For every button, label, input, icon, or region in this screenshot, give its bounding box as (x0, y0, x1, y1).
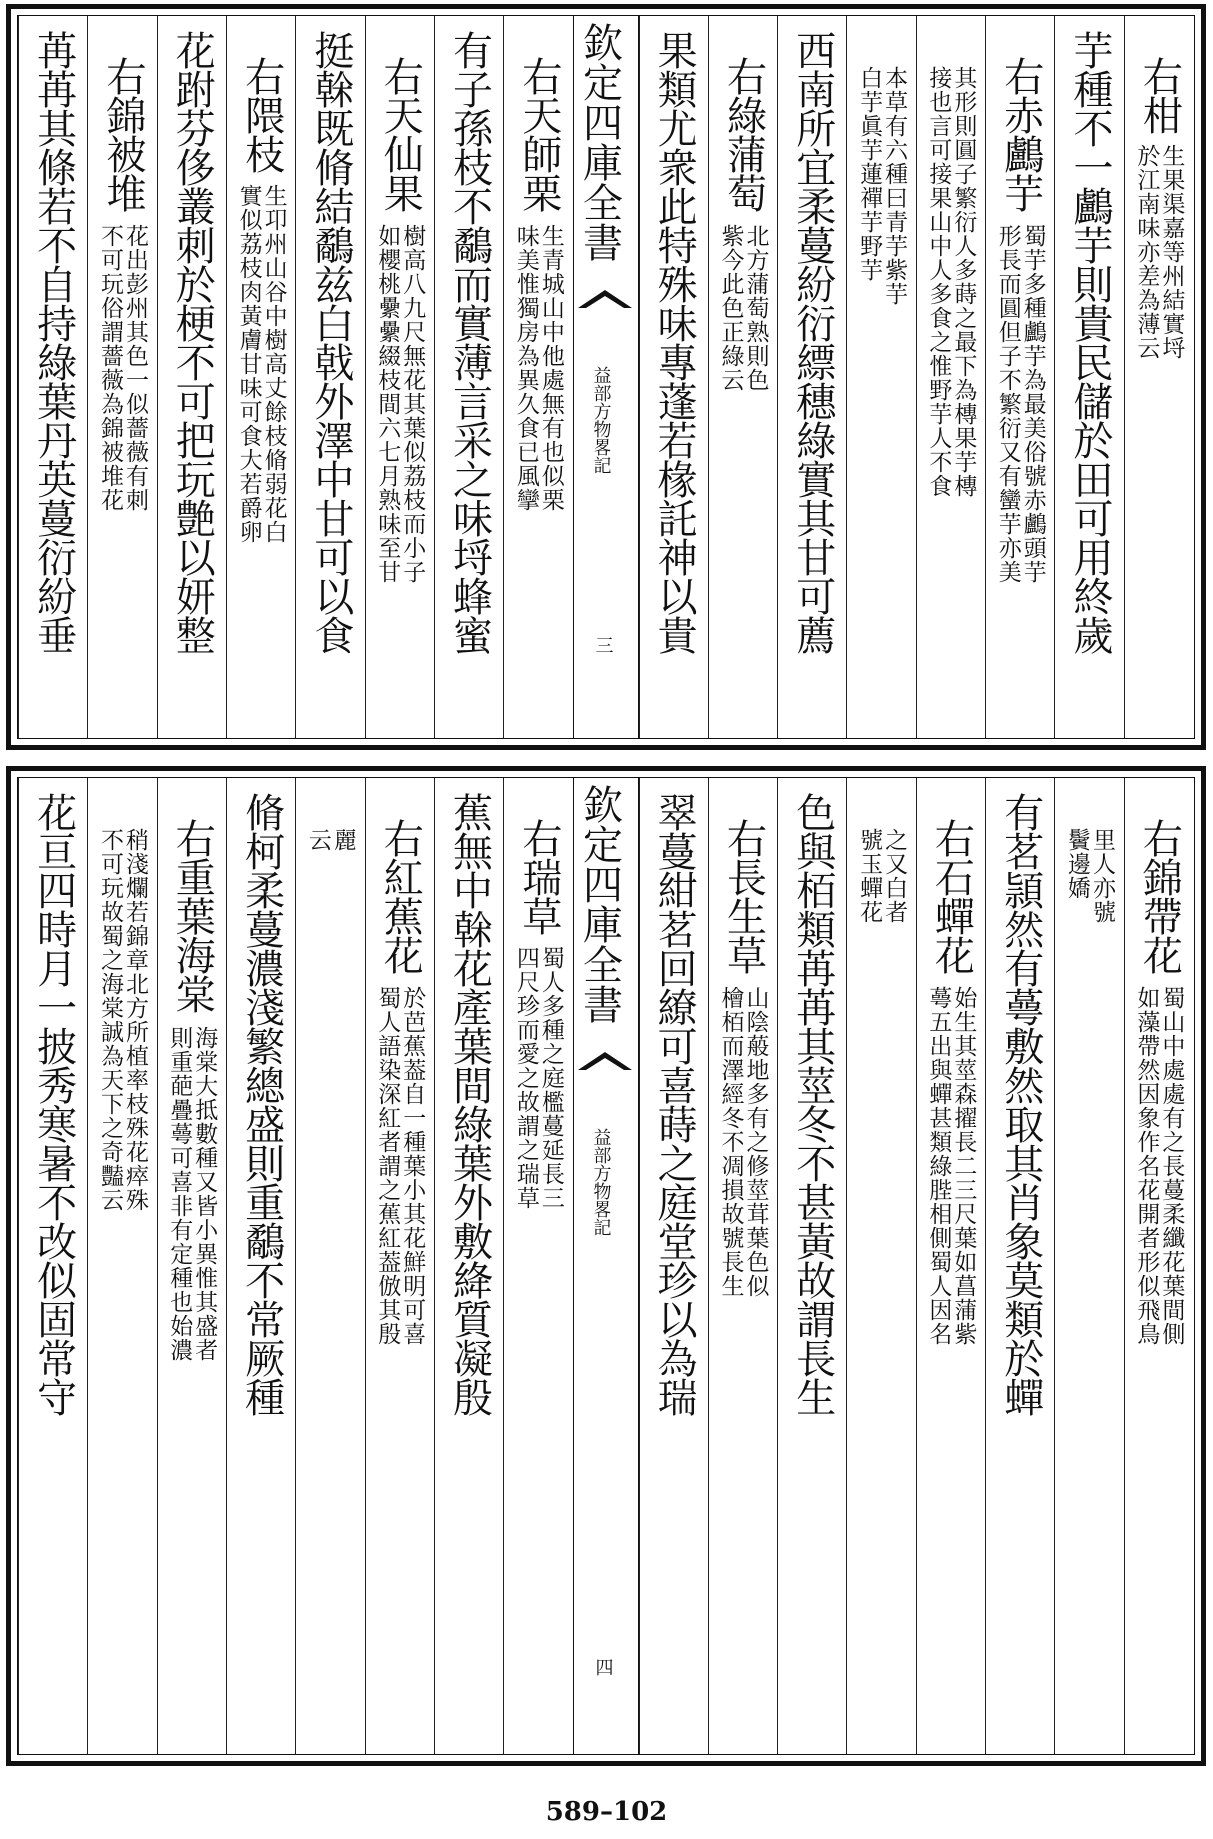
annotation-text: 則重葩疊蕚可喜非有定種也始濃 (166, 1026, 193, 1362)
text-column (846, 778, 915, 1754)
annotation-text: 不可玩俗謂薔薇為錦被堆花 (96, 224, 123, 512)
banner-section-title: 益部方物畧記 (590, 1128, 612, 1236)
annotation-text: 不可玩故蜀之海棠誠為天下之奇豔云 (96, 828, 123, 1212)
main-text: 右錦被堆 (99, 56, 146, 212)
text-column (1124, 16, 1193, 738)
text-column (639, 778, 708, 1754)
main-text: 果類尤衆此特殊味專蓬若椽託神以貴 (651, 30, 698, 654)
annotation-text: 樹高八九尺無花其葉似荔枝而小子 (399, 224, 426, 584)
text-column (157, 778, 226, 1754)
main-text: 脩柯柔蔓濃淺繁總盛則重鷸不常厥種 (238, 792, 285, 1416)
annotation-text: 生青城山中他處無有也似栗 (537, 224, 564, 512)
text-column (18, 16, 87, 738)
annotation-text: 號玉蟬花 (856, 828, 883, 924)
annotation-text: 接也言可接果山中人多食之惟野芋人不食 (925, 66, 952, 498)
main-text: 花亘四時月一披秀寒暑不改似固常守 (30, 792, 77, 1416)
text-column (226, 16, 295, 738)
main-text: 芋種不一鸕芋則貴民儲於田可用終歲 (1067, 30, 1114, 654)
text-column (87, 16, 156, 738)
banner-title: 欽定四庫全書 (576, 784, 623, 1024)
text-column (708, 16, 777, 738)
annotation-text: 如櫻桃纍纍綴枝間六七月熟味至甘 (374, 224, 401, 584)
annotation-text: 麗 (329, 828, 356, 852)
main-text: 右天仙果 (377, 56, 424, 212)
top_panel-center-banner (573, 16, 639, 738)
annotation-text: 實似荔枝肉黃膚甘味可食大若爵卵 (235, 184, 262, 544)
annotation-text: 始生其莖森擢長二三尺葉如菖蒲紫 (950, 986, 977, 1346)
main-text: 右隈枝 (238, 56, 285, 173)
main-text: 色與栢類苒苒其莖冬不甚黃故謂長生 (789, 792, 836, 1416)
annotation-text: 海棠大抵數種又皆小異惟其盛者 (191, 1026, 218, 1362)
text-column (365, 16, 434, 738)
text-column (708, 778, 777, 1754)
text-column (1124, 778, 1193, 1754)
top-page-panel (6, 4, 1206, 750)
main-text: 右綠蒲萄 (720, 56, 767, 212)
main-text: 有茗頴然有蕚敷然取其肖象莫類於蟬 (997, 792, 1044, 1416)
annotation-text: 里人亦號 (1089, 828, 1116, 924)
annotation-text: 蜀人語染深紅者謂之蕉紅葢倣其殷 (374, 986, 401, 1346)
main-text: 挺榦既脩結鷸兹白戟外澤中甘可以食 (307, 30, 354, 654)
annotation-text: 其形則圓子繁衍人多蒔之最下為槫果芋槫 (950, 66, 977, 498)
text-column (916, 16, 985, 738)
annotation-text: 生卭州山谷中樹高丈餘枝脩弱花白 (260, 184, 287, 544)
text-column (985, 778, 1054, 1754)
text-column (434, 16, 503, 738)
text-column (777, 778, 846, 1754)
text-column (434, 778, 503, 1754)
annotation-text: 蕚五出與蟬甚類綠䏶相側蜀人因名 (925, 986, 952, 1346)
main-text: 有子孫枝不鷸而實薄言采之味埒蜂蜜 (446, 30, 493, 654)
text-column (503, 16, 572, 738)
annotation-text: 蜀山中處處有之長蔓柔纖花葉間側 (1158, 986, 1185, 1346)
text-column (87, 778, 156, 1754)
main-text: 蕉無中榦花產葉間綠葉外敷絳質凝殷 (446, 792, 493, 1416)
annotation-text: 白芋眞芋蓮禪芋野芋 (856, 66, 883, 282)
text-column (365, 778, 434, 1754)
text-column (226, 778, 295, 1754)
bottom-page-frame (17, 777, 1195, 1755)
annotation-text: 山陰蒰地多有之修莖茸葉色似 (742, 986, 769, 1298)
fish-tail-ornament-icon (576, 288, 634, 310)
banner-title: 欽定四庫全書 (576, 22, 623, 262)
main-text: 翠蔓紺茗回繚可喜蒔之庭堂珍以為瑞 (651, 792, 698, 1416)
annotation-text: 如藻帶然因象作名花開者形似飛鳥 (1133, 986, 1160, 1346)
annotation-text: 花出彭州其色一似薔薇有刺 (121, 224, 148, 512)
text-column (1054, 16, 1123, 738)
bottom-page-panel (6, 766, 1206, 1766)
bottom_panel-center-banner (573, 778, 639, 1754)
text-column (985, 16, 1054, 738)
main-text: 右石蟬花 (928, 818, 975, 974)
text-column (639, 16, 708, 738)
main-text: 右紅蕉花 (377, 818, 424, 974)
annotation-text: 味美惟獨房為異久食已風攣 (512, 224, 539, 512)
text-column (18, 778, 87, 1754)
annotation-text: 鬢邊嬌 (1064, 828, 1091, 900)
text-column (295, 16, 364, 738)
annotation-text: 紫今此色正綠云 (717, 224, 744, 392)
main-text: 右赤鸕芋 (997, 56, 1044, 212)
main-text: 右柑 (1136, 56, 1183, 134)
annotation-text: 檜栢而澤經冬不凋損故號長生 (717, 986, 744, 1298)
main-text: 右天師栗 (515, 56, 562, 212)
top-page-frame (17, 15, 1195, 739)
text-column (846, 16, 915, 738)
annotation-text: 生果渠嘉等州結實埒 (1158, 144, 1185, 360)
page-footer-number: 589–102 (545, 1797, 668, 1827)
annotation-text: 於芭蕉葢自一種葉小其花鮮明可喜 (399, 986, 426, 1346)
annotation-text: 本草有六種曰青芋紫芋 (881, 66, 908, 306)
annotation-text: 於江南味亦差為薄云 (1133, 144, 1160, 360)
main-text: 西南所宜柔蔓紛衍縹穗綠實其甘可薦 (789, 30, 836, 654)
text-column (777, 16, 846, 738)
main-text: 苒苒其條若不自持綠葉丹英蔓衍紛垂 (30, 30, 77, 654)
main-text: 右重葉海棠 (169, 818, 216, 1013)
main-text: 花跗芬侈叢刺於梗不可把玩艶以妍整 (169, 30, 216, 654)
text-column (503, 778, 572, 1754)
text-column (916, 778, 985, 1754)
annotation-text: 之又白者 (881, 828, 908, 924)
annotation-text: 四尺珍而愛之故謂之瑞草 (512, 946, 539, 1210)
banner-section-title: 益部方物畧記 (590, 366, 612, 474)
annotation-text: 蜀芋多種鸕芋為最美俗號赤鸕頭芋 (1019, 224, 1046, 584)
annotation-text: 云 (304, 828, 331, 852)
fish-tail-ornament-icon (576, 1050, 634, 1072)
annotation-text: 蜀人多種之庭檻蔓延長三 (537, 946, 564, 1210)
banner-page-number: 三 (592, 636, 614, 654)
annotation-text: 形長而圓但子不繁衍又有蠻芋亦美 (994, 224, 1021, 584)
text-column (295, 778, 364, 1754)
main-text: 右錦帶花 (1136, 818, 1183, 974)
annotation-text: 稍淺爛若錦章北方所植率枝殊花瘁殊 (121, 828, 148, 1212)
main-text: 右瑞草 (515, 818, 562, 935)
annotation-text: 北方蒲萄熟則色 (742, 224, 769, 392)
banner-page-number: 四 (592, 1658, 614, 1676)
main-text: 右長生草 (720, 818, 767, 974)
text-column (1054, 778, 1123, 1754)
text-column (157, 16, 226, 738)
